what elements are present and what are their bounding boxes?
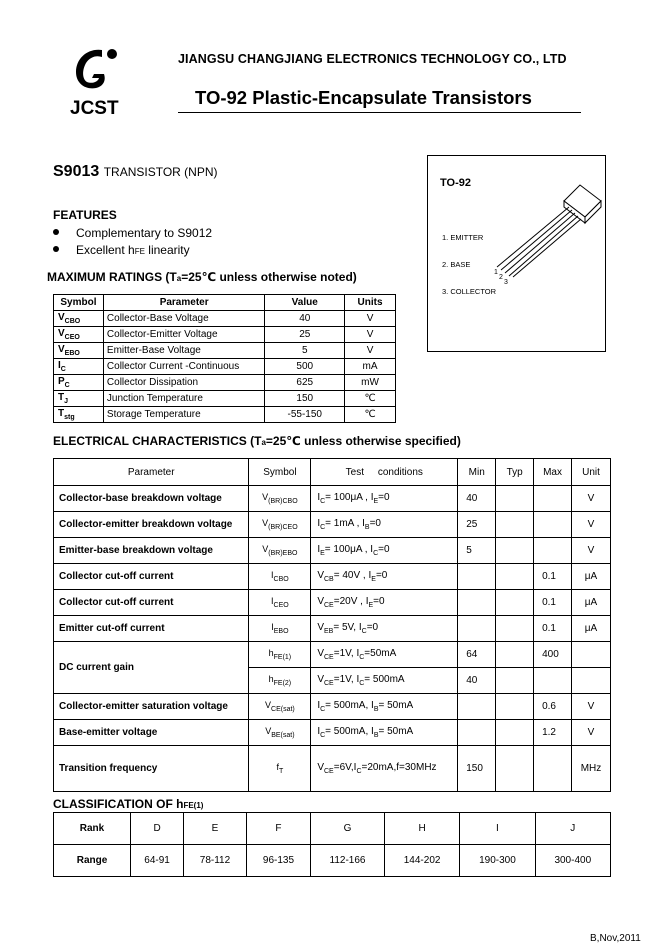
unit-cell: ℃ [345,391,396,407]
symbol-letter: h [268,674,274,685]
value-cell: 25 [265,327,345,343]
rank-row [54,813,611,845]
condition-subscript: B [364,524,370,531]
jcst-logo [68,42,132,122]
table-row [54,694,611,720]
table-row [54,590,611,616]
symbol-cell [54,327,104,343]
pin-number-2: 2 [499,274,503,281]
typ-cell [496,694,534,720]
heading-sub: a [176,274,182,283]
symbol-cell [249,486,311,512]
condition-cell: $I_C= 500mA$, $I_B= 50mA$ [311,694,458,720]
table-row [54,311,396,327]
heading-sub: a [261,438,266,447]
to92-package-drawing [488,181,603,286]
max-ratings-heading [47,270,357,284]
max-cell [534,512,572,538]
symbol-letter: V [265,700,272,711]
min-cell [458,616,496,642]
table-row [54,538,611,564]
typ-cell [496,720,534,746]
heading-text: CLASSIFICATION OF h [53,797,184,811]
table-row [54,616,611,642]
unit-cell [572,668,611,694]
range-cell: 64-91 [131,845,184,877]
symbol-letter: V [265,726,272,737]
table-row [54,359,396,375]
range-label: Range [54,845,131,877]
symbol-letter: P [58,376,65,387]
symbol-subscript: CBO [64,318,81,325]
rank-label: Rank [54,813,131,845]
table-row [54,486,611,512]
symbol-subscript: BE(sat) [271,731,295,739]
unit-cell: V [572,538,611,564]
condition-cell: $V_{CE}=20V$ , $I_E=0$ [311,590,458,616]
condition-cell: $V_{CE}=6V,I_C=20mA,f=30MHz$ [311,746,458,792]
symbol-letter: V [262,518,269,529]
max-cell [534,746,572,792]
feature-text: linearity [144,243,190,257]
table-row [54,746,611,792]
symbol-letter: I [58,360,61,371]
symbol-letter: T [58,392,65,403]
symbol-letter: I [271,570,274,581]
condition-subscript: CE [324,680,334,687]
min-cell [458,564,496,590]
unit-cell: V [572,512,611,538]
condition-cell: $V_{CB}= 40V$ , $I_E=0$ [311,564,458,590]
condition-subscript: C [320,524,326,531]
bullet-icon [53,246,59,252]
symbol-cell [249,564,311,590]
unit-cell: μA [572,616,611,642]
feature-item [53,226,212,240]
col-header-parameter: Parameter [103,295,264,311]
col-header-typ: Typ [496,459,534,486]
unit-cell: V [345,311,396,327]
parameter-cell: Collector-emitter breakdown voltage [54,512,249,538]
min-cell: 40 [458,668,496,694]
condition-subscript: B [373,706,379,713]
value-cell: 40 [265,311,345,327]
symbol-cell [249,746,311,792]
condition-subscript: B [373,732,379,739]
rank-cell: I [460,813,535,845]
pin-label-collector: 3. COLLECTOR [442,287,497,296]
value-cell: 625 [265,375,345,391]
symbol-cell [54,359,104,375]
symbol-subscript: CEO [64,334,80,341]
electrical-heading [53,434,461,448]
condition-subscript: E [368,602,374,609]
symbol-subscript: (BR)CEO [268,523,298,531]
min-cell: 25 [458,512,496,538]
col-header-symbol: Symbol [249,459,311,486]
max-cell [534,538,572,564]
electrical-body [54,486,611,792]
classification-table [53,812,611,877]
transistor-leads [497,207,581,277]
max-cell [534,486,572,512]
revision-date: B,Nov,2011 [590,933,641,944]
table-row [54,343,396,359]
unit-cell: μA [572,590,611,616]
title-underline [178,112,581,113]
value-cell: 150 [265,391,345,407]
range-cell: 190-300 [460,845,535,877]
min-cell [458,590,496,616]
col-header-symbol: Symbol [54,295,104,311]
package-box [427,155,606,352]
min-cell: 40 [458,486,496,512]
max-cell: 0.6 [534,694,572,720]
symbol-letter: V [262,544,269,555]
table-row [54,512,611,538]
part-description: TRANSISTOR (NPN) [103,165,218,179]
rank-cell: D [131,813,184,845]
unit-cell: MHz [572,746,611,792]
typ-cell [496,616,534,642]
range-cell: 78-112 [184,845,247,877]
symbol-cell [54,391,104,407]
condition-subscript: C [320,732,326,739]
max-ratings-body [54,311,396,423]
symbol-cell [54,375,104,391]
symbol-cell [249,720,311,746]
parameter-cell: Emitter cut-off current [54,616,249,642]
symbol-letter: I [271,596,274,607]
parameter-cell: Transition frequency [54,746,249,792]
table-row [54,642,611,668]
symbol-letter: V [58,344,65,355]
max-cell: 1.2 [534,720,572,746]
condition-cell: $I_C= 1mA$ , $I_B=0$ [311,512,458,538]
symbol-cell [54,343,104,359]
unit-cell: V [572,720,611,746]
symbol-cell [249,668,311,694]
typ-cell [496,746,534,792]
heading-text: =25℃ unless otherwise specified) [265,434,461,448]
parameter-cell: Collector cut-off current [54,590,249,616]
heading-sub: FE(1) [183,801,204,810]
symbol-subscript: EBO [64,350,80,357]
typ-cell [496,668,534,694]
part-number: S9013 [53,163,100,180]
value-cell: 5 [265,343,345,359]
typ-cell [496,538,534,564]
condition-subscript: C [359,680,365,687]
symbol-cell [249,616,311,642]
col-header-conditions: Test conditions [311,459,458,486]
condition-subscript: C [359,654,365,661]
condition-subscript: C [320,498,326,505]
max-cell [534,668,572,694]
document-title: TO-92 Plastic-Encapsulate Transistors [195,87,532,108]
rank-cell: F [246,813,310,845]
parameter-cell: Collector-Base Voltage [103,311,264,327]
symbol-cell [54,407,104,423]
condition-cell: $V_{EB}= 5V$, $I_C=0$ [311,616,458,642]
symbol-subscript: FE(1) [273,653,292,661]
symbol-subscript: CBO [273,575,289,583]
symbol-letter: V [58,328,65,339]
electrical-characteristics-table [53,458,611,792]
unit-cell: V [572,694,611,720]
typ-cell [496,486,534,512]
symbol-subscript: CEO [273,601,289,609]
rank-cell: J [535,813,610,845]
symbol-subscript: stg [64,414,75,421]
symbol-subscript: J [64,398,69,405]
condition-subscript: CB [324,576,334,583]
range-cell: 144-202 [384,845,459,877]
logo-mark [76,49,117,88]
table-header-row [54,295,396,311]
table-row [54,327,396,343]
symbol-cell [249,538,311,564]
table-row [54,391,396,407]
symbol-subscript: T [279,767,284,775]
feature-item [53,243,190,257]
range-cell: 112-166 [311,845,385,877]
unit-cell: V [345,343,396,359]
table-row [54,407,396,423]
col-header-parameter: Parameter [54,459,249,486]
condition-subscript: E [371,576,376,583]
symbol-cell [249,642,311,668]
typ-cell [496,512,534,538]
parameter-cell: Collector-emitter saturation voltage [54,694,249,720]
feature-text: Complementary to S9012 [76,226,213,240]
condition-cell: $V_{CE}=1V$, $I_C=50mA$ [311,642,458,668]
col-header-max: Max [534,459,572,486]
heading-text: =25℃ unless otherwise noted) [181,270,357,284]
condition-cell: $I_C= 100\mu A$ , $I_E=0$ [311,486,458,512]
parameter-cell: Collector cut-off current [54,564,249,590]
typ-cell [496,590,534,616]
symbol-subscript: C [64,382,70,389]
classification-heading [53,797,203,811]
range-cell: 300-400 [535,845,610,877]
pin-label-base: 2. BASE [442,260,471,269]
parameter-cell: Emitter-Base Voltage [103,343,264,359]
heading-text: MAXIMUM RATINGS (T [47,270,177,284]
parameter-cell: DC current gain [54,642,249,694]
pin-label-emitter: 1. EMITTER [442,233,484,242]
pin-number-3: 3 [504,279,508,286]
condition-subscript: E [373,498,379,505]
min-cell [458,694,496,720]
feature-text: Excellent h [76,243,135,257]
rank-cell: H [384,813,459,845]
value-cell: -55-150 [265,407,345,423]
symbol-letter: T [58,408,65,419]
col-header-value: Value [265,295,345,311]
max-ratings-table [53,294,396,423]
symbol-subscript: CE(sat) [271,705,295,713]
symbol-letter: h [268,648,274,659]
table-row [54,375,396,391]
condition-cell: $V_{CE}=1V$, $I_C= 500mA$ [311,668,458,694]
condition-subscript: C [320,706,326,713]
symbol-cell [249,590,311,616]
feature-text-sub: FE [134,247,145,256]
symbol-cell [249,694,311,720]
symbol-subscript: (BR)EBO [268,549,298,557]
max-cell: 0.1 [534,590,572,616]
col-header-min: Min [458,459,496,486]
unit-cell: μA [572,564,611,590]
col-header-unit: Unit [572,459,611,486]
rank-cell: E [184,813,247,845]
symbol-subscript: (BR)CBO [268,497,298,505]
table-header-row [54,459,611,486]
rank-cell: G [311,813,385,845]
condition-subscript: C [373,550,379,557]
condition-cell: $I_C= 500mA$, $I_B= 50mA$ [311,720,458,746]
condition-subscript: EB [324,628,334,635]
condition-cell: $I_E= 100\mu A$ , $I_C=0$ [311,538,458,564]
parameter-cell: Emitter-base breakdown voltage [54,538,249,564]
symbol-letter: f [276,762,279,773]
symbol-cell [249,512,311,538]
unit-cell: ℃ [345,407,396,423]
min-cell: 150 [458,746,496,792]
unit-cell: mW [345,375,396,391]
part-heading [53,163,218,181]
value-cell: 500 [265,359,345,375]
condition-subscript: CE [324,602,334,609]
unit-cell: mA [345,359,396,375]
condition-subscript: E [320,550,325,557]
symbol-subscript: C [60,366,66,373]
range-cell: 96-135 [246,845,310,877]
logo-text: JCST [70,98,119,119]
symbol-subscript: EBO [273,627,289,635]
typ-cell [496,564,534,590]
max-cell: 0.1 [534,564,572,590]
unit-cell: V [572,486,611,512]
heading-text: ELECTRICAL CHARACTERISTICS (T [53,434,262,448]
condition-subscript: C [356,768,362,775]
max-cell: 0.1 [534,616,572,642]
symbol-letter: V [262,492,269,503]
unit-cell: V [345,327,396,343]
pin-number-1: 1 [494,269,498,276]
col-header-units: Units [345,295,396,311]
min-cell [458,720,496,746]
parameter-cell: Collector Current -Continuous [103,359,264,375]
features-heading: FEATURES [53,208,117,222]
parameter-cell: Collector-base breakdown voltage [54,486,249,512]
parameter-cell: Junction Temperature [103,391,264,407]
symbol-subscript: FE(2) [273,679,292,687]
max-cell: 400 [534,642,572,668]
parameter-cell: Collector-Emitter Voltage [103,327,264,343]
symbol-letter: V [58,312,65,323]
range-row [54,845,611,877]
symbol-cell [54,311,104,327]
typ-cell [496,642,534,668]
table-row [54,564,611,590]
company-name: JIANGSU CHANGJIANG ELECTRONICS TECHNOLOGY CO., LTD [178,52,567,66]
min-cell: 5 [458,538,496,564]
condition-subscript: CE [324,768,334,775]
condition-subscript: CE [324,654,334,661]
bullet-icon [53,229,59,235]
package-name: TO-92 [440,177,471,189]
min-cell: 64 [458,642,496,668]
parameter-cell: Base-emitter voltage [54,720,249,746]
symbol-letter: I [271,622,274,633]
parameter-cell: Collector Dissipation [103,375,264,391]
parameter-cell: Storage Temperature [103,407,264,423]
table-row [54,720,611,746]
unit-cell [572,642,611,668]
condition-subscript: C [361,628,367,635]
